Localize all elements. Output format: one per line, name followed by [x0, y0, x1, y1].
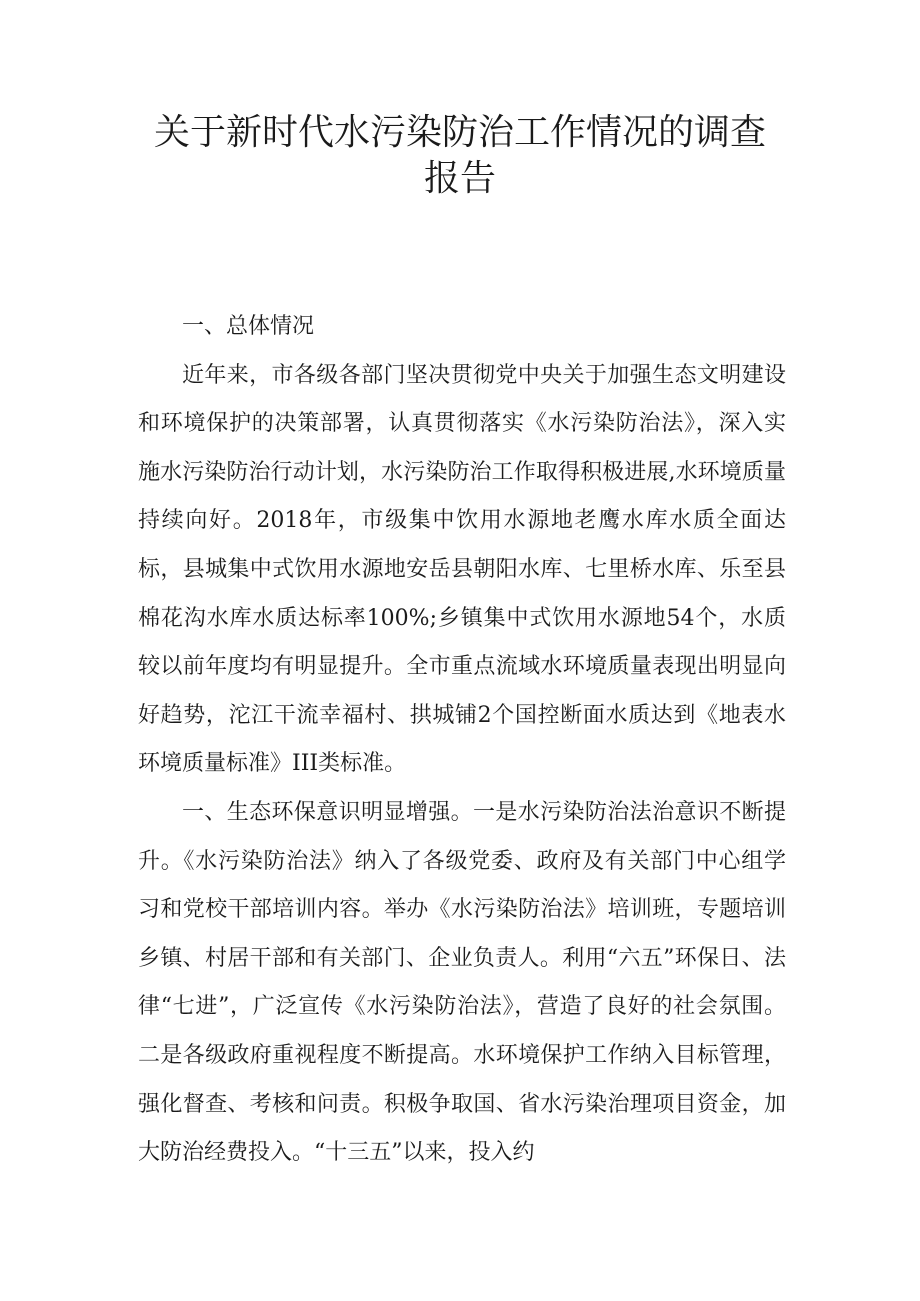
document-body — [138, 303, 786, 1178]
body-paragraph: 近年来，市各级各部门坚决贯彻党中央关于加强生态文明建设和环境保护的决策部署，认真贯彻落实《水污染防治法》，深入实施水污染防治行动计划，水污染防治工作取得积极进展,水环境质量持续向好。2018年，市级集中饮用水源地老鹰水库水质全面达标，县城集中式饮用水源地安岳县朝阳水库、七里桥水库、乐至县棉花沟水库水质达标率100%;乡镇集中式饮用水源地54个，水质较以前年度均有明显提升。全市重点流域水环境质量表现出明显向好趋势，沱江干流幸福村、拱城铺2个国控断面水质达到《地表水环境质量标准》III类标准。 — [138, 362, 786, 777]
section-heading: 一、总体情况 — [182, 314, 315, 339]
document-title: 关于新时代水污染防治工作情况的调查报告 — [153, 112, 766, 199]
body-paragraph: 一、生态环保意识明显增强。一是水污染防治法治意识不断提升。《水污染防治法》纳入了各级党委、政府及有关部门中心组学习和党校干部培训内容。举办《水污染防治法》培训班，专题培训乡镇、村居干部和有关部门、企业负责人。利用“六五”环保日、法律“七进”，广泛宣传《水污染防治法》，营造了良好的社会氛围。二是各级政府重视程度不断提高。水环境保护工作纳入目标管理，强化督查、考核和问责。积极争取国、省水污染治理项目资金，加大防治经费投入。“十三五”以来，投入约 — [138, 799, 786, 1166]
